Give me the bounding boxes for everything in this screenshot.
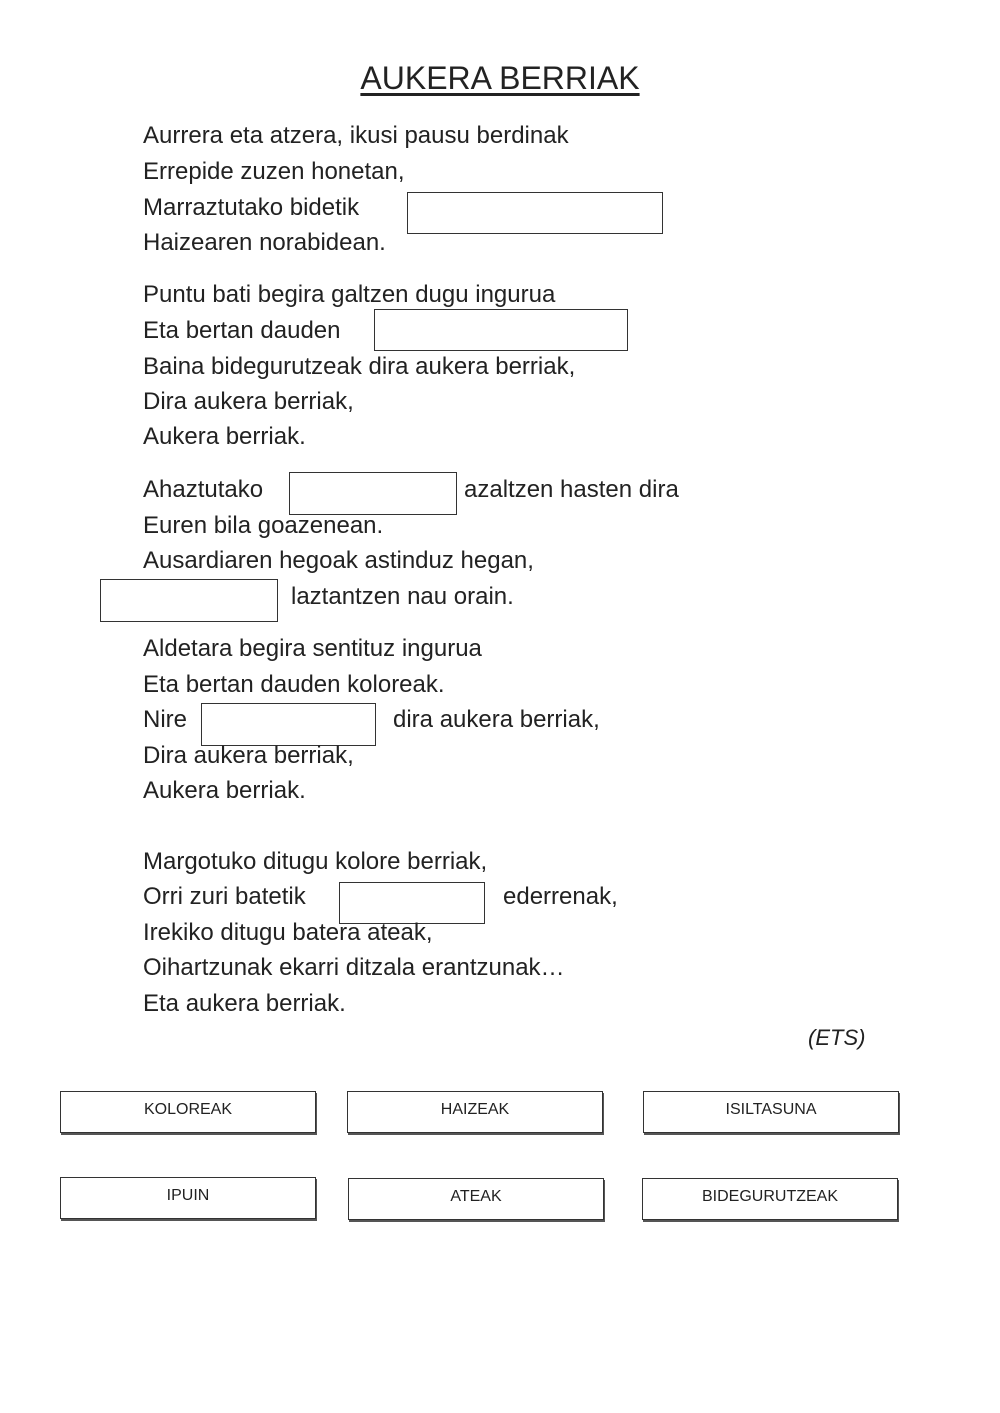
word-tile-ipuin[interactable]: IPUIN xyxy=(60,1177,316,1219)
poem-line: Oihartzunak ekarri ditzala erantzunak… xyxy=(143,954,565,981)
poem-line: Haizearen norabidean. xyxy=(143,229,386,256)
poem-line: Nire xyxy=(143,706,188,733)
poem-line: Ausardiaren hegoak astinduz hegan, xyxy=(143,547,534,574)
poem-line: Puntu bati begira galtzen dugu ingurua xyxy=(143,281,556,308)
answer-drop-box-3[interactable] xyxy=(289,472,457,515)
poem-line: Eta bertan dauden xyxy=(143,317,341,344)
poem-line: Eta bertan dauden koloreak. xyxy=(143,671,445,698)
poem-line: dira aukera berriak, xyxy=(393,706,600,733)
poem-line: laztantzen nau orain. xyxy=(291,583,514,610)
poem-line: Aukera berriak. xyxy=(143,423,306,450)
poem-line: Orri zuri batetik xyxy=(143,883,306,910)
answer-drop-box-5[interactable] xyxy=(201,703,376,746)
poem-line: Irekiko ditugu batera ateak, xyxy=(143,919,433,946)
answer-drop-box-6[interactable] xyxy=(339,882,485,924)
answer-drop-box-4[interactable] xyxy=(100,579,278,622)
poem-line: Aurrera eta atzera, ikusi pausu berdinak xyxy=(143,122,569,149)
poem-line: ederrenak, xyxy=(503,883,618,910)
poem-line: azaltzen hasten dira xyxy=(464,476,679,503)
poem-line: Errepide zuzen honetan, xyxy=(143,158,405,185)
word-tile-isiltasuna[interactable]: ISILTASUNA xyxy=(643,1091,899,1133)
poem-line: Margotuko ditugu kolore berriak, xyxy=(143,848,488,875)
poem-line: Baina bidegurutzeak dira aukera berriak, xyxy=(143,353,576,380)
answer-drop-box-2[interactable] xyxy=(374,309,628,351)
poem-line: Dira aukera berriak, xyxy=(143,388,354,415)
word-tile-ateak[interactable]: ATEAK xyxy=(348,1178,604,1220)
poem-line: Aukera berriak. xyxy=(143,777,306,804)
poem-line: Aldetara begira sentituz ingurua xyxy=(143,635,482,662)
answer-drop-box-1[interactable] xyxy=(407,192,663,234)
word-tile-bidegurutzeak[interactable]: BIDEGURUTZEAK xyxy=(642,1178,898,1220)
poem-line: Marraztutako bidetik xyxy=(143,194,360,221)
poem-line: Dira aukera berriak, xyxy=(143,742,354,769)
author-credit: (ETS) xyxy=(808,1025,866,1050)
word-tile-haizeak[interactable]: HAIZEAK xyxy=(347,1091,603,1133)
poem-line: Eta aukera berriak. xyxy=(143,990,346,1017)
page-title: AUKERA BERRIAK xyxy=(360,60,640,96)
word-tile-koloreak[interactable]: KOLOREAK xyxy=(60,1091,316,1133)
poem-line: Ahaztutako xyxy=(143,476,264,503)
poem-line: Euren bila goazenean. xyxy=(143,512,384,539)
